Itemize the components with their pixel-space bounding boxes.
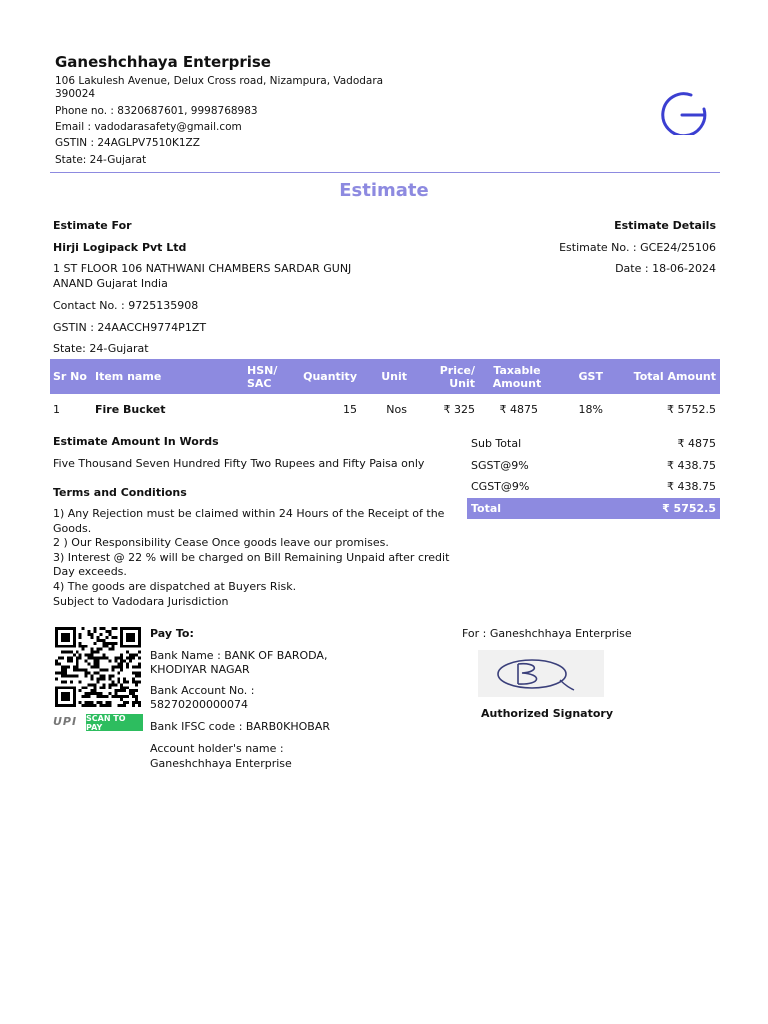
row-total-amount: ₹ 5752.5 [667,402,716,416]
bank-name-line2: KHODIYAR NAGAR [150,663,250,676]
customer-name: Hirji Logipack Pvt Ltd [53,241,187,254]
row-sr-no: 1 [53,402,60,416]
company-phone: Phone no. : 8320687601, 9998768983 [55,105,258,117]
terms-line: 2 ) Our Responsibility Cease Once goods leave our promises. [53,536,389,550]
sgst-row [467,455,720,477]
customer-address-line1: 1 ST FLOOR 106 NATHWANI CHAMBERS SARDAR GUNJ [53,262,352,275]
amount-words: Five Thousand Seven Hundred Fifty Two Rupees and Fifty Paisa only [53,457,425,470]
header-hsn-line2: SAC [247,376,272,390]
items-table [50,359,720,424]
terms-line: 3) Interest @ 22 % will be charged on Bill Remaining Unpaid after credit [53,550,450,564]
header-taxable-line2: Amount [492,376,542,390]
sgst-value: ₹ 438.75 [667,458,716,472]
signature-stroke [478,650,604,697]
terms-line: Subject to Vadodara Jurisdiction [53,594,229,608]
row-unit: Nos [386,402,407,416]
pay-to-label: Pay To: [150,627,194,640]
row-quantity: 15 [343,402,357,416]
account-holder-name: Ganeshchhaya Enterprise [150,757,292,770]
estimate-date: Date : 18-06-2024 [615,262,716,275]
header-hsn-line1: HSN/ [247,363,278,377]
header-item-name: Item name [92,359,244,394]
document-title: Estimate [339,180,429,201]
header-sr-no: Sr No [50,359,92,394]
header-hsn [244,359,288,394]
header-divider [50,172,720,173]
estimate-number: Estimate No. : GCE24/25106 [559,241,716,254]
bank-name-line1: Bank Name : BANK OF BARODA, [150,649,328,662]
subtotal-label: Sub Total [471,437,522,451]
bill-to-label: Estimate For [53,219,132,232]
account-holder-label: Account holder's name : [150,742,284,755]
terms-label: Terms and Conditions [53,486,187,499]
terms-text [53,507,449,609]
customer-state: State: 24-Gujarat [53,342,149,355]
header-price: Price/ Unit [410,359,478,394]
company-address-line1: 106 Lakulesh Avenue, Delux Cross road, Nizampura, Vadodara [55,75,384,87]
subtotal-row [467,433,720,455]
header-unit: Unit [360,359,410,394]
terms-line: Goods. [53,521,92,535]
total-row [467,498,720,520]
company-address-line2: 390024 [55,88,96,100]
row-item-name: Fire Bucket [95,402,166,416]
signatory-for: For : Ganeshchhaya Enterprise [462,627,632,640]
row-taxable: ₹ 4875 [499,402,538,416]
header-total-amount: Total Amount [606,359,720,394]
cgst-label: CGST@9% [471,480,530,494]
totals-summary [467,433,720,519]
bank-account-number: 58270200000074 [150,698,248,711]
company-email: Email : vadodarasafety@gmail.com [55,121,242,133]
terms-line: 4) The goods are dispatched at Buyers Risk. [53,579,297,593]
cgst-row [467,476,720,498]
customer-address-line2: ANAND Gujarat India [53,277,168,290]
terms-line: 1) Any Rejection must be claimed within 24 Hours of the Receipt of the [53,507,445,520]
total-label: Total [471,501,502,515]
upi-logo: UPI [53,715,78,728]
total-value: ₹ 5752.5 [662,501,716,515]
customer-gstin: GSTIN : 24AACCH9774P1ZT [53,321,207,334]
scan-to-pay-badge: SCAN TO PAY [86,714,143,731]
estimate-details-label: Estimate Details [614,219,716,232]
authorized-signatory: Authorized Signatory [481,707,613,720]
signature-image [478,650,604,697]
company-name: Ganeshchhaya Enterprise [55,53,271,71]
cgst-value: ₹ 438.75 [667,480,716,494]
header-quantity: Quantity [288,359,360,394]
header-taxable [478,359,556,394]
subtotal-value: ₹ 4875 [677,437,716,451]
table-header-row [50,359,720,394]
company-state: State: 24-Gujarat [55,154,147,166]
g-logo-icon [655,85,709,135]
qr-code [55,627,141,707]
company-gstin: GSTIN : 24AGLPV7510K1ZZ [55,137,200,149]
row-hsn [244,394,288,424]
amount-words-label: Estimate Amount In Words [53,435,219,448]
row-price: ₹ 325 [443,402,475,416]
customer-contact: Contact No. : 9725135908 [53,299,199,312]
header-taxable-line1: Taxable [493,363,541,377]
bank-ifsc: Bank IFSC code : BARB0KHOBAR [150,720,331,733]
bank-account-label: Bank Account No. : [150,684,255,697]
table-row [50,394,720,424]
header-gst: GST [556,359,606,394]
row-gst: 18% [578,402,603,416]
sgst-label: SGST@9% [471,458,529,472]
terms-line: Day exceeds. [53,565,127,579]
